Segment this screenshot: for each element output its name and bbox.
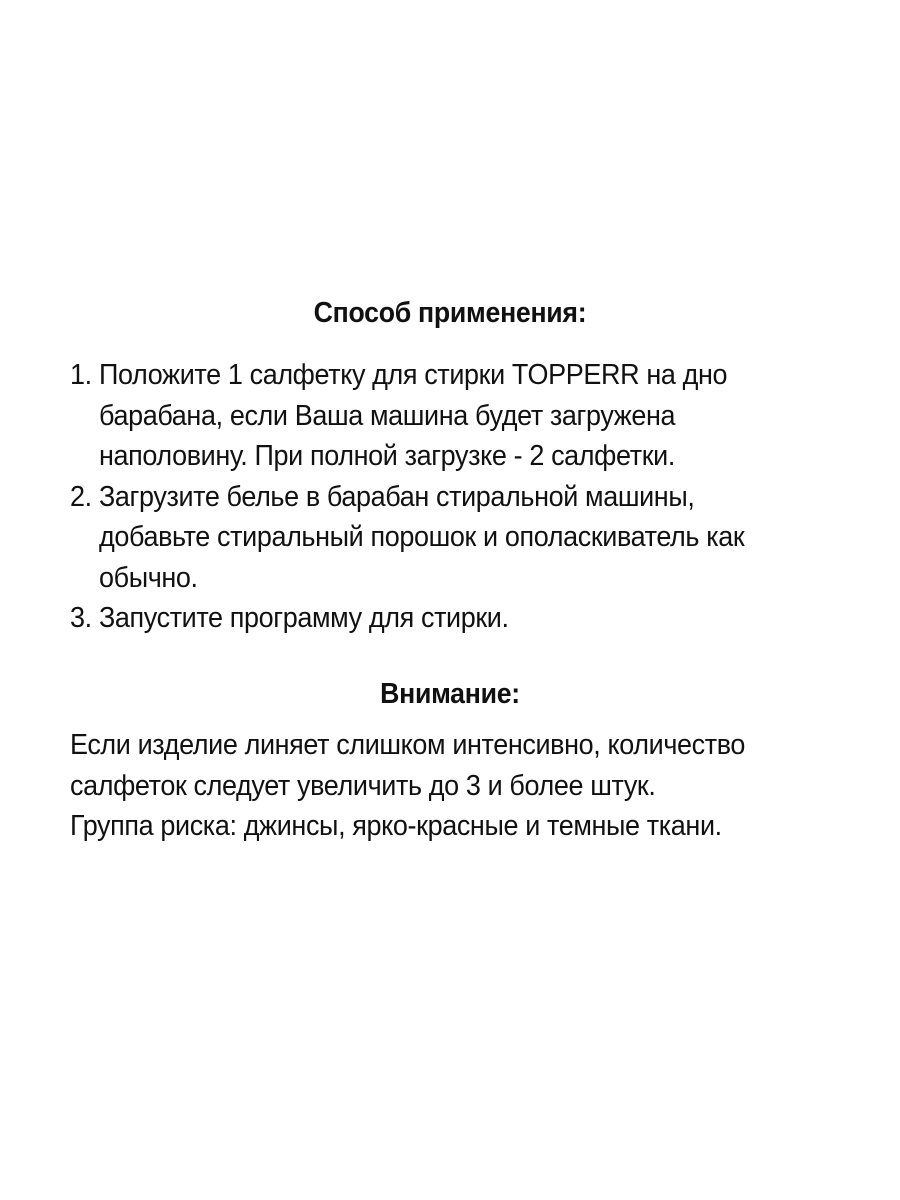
warning-title: Внимание: xyxy=(380,678,520,710)
step-line: добавьте стиральный порошок и ополаскиватель как xyxy=(99,521,745,553)
warning-line: салфеток следует увеличить до 3 и более штук. xyxy=(70,769,656,802)
warning-line: Группа риска: джинсы, ярко-красные и темные ткани. xyxy=(70,810,722,842)
step-line: Загрузите белье в барабан стиральной машины, xyxy=(99,480,695,513)
step-line: барабана, если Ваша машина будет загружена xyxy=(99,399,676,432)
step-item xyxy=(70,598,830,639)
usage-steps-list xyxy=(70,355,830,639)
step-line: наполовину. При полной загрузке - 2 салфетки. xyxy=(99,440,675,472)
step-number: 2. xyxy=(70,480,92,513)
step-number: 3. xyxy=(70,602,92,634)
step-text xyxy=(99,598,830,639)
step-number: 1. xyxy=(70,359,92,391)
step-text xyxy=(99,355,830,477)
warning-line: Если изделие линяет слишком интенсивно, количество xyxy=(70,729,746,761)
step-line: обычно. xyxy=(99,561,198,594)
step-line: Положите 1 салфетку для стирки TOPPERR на дно xyxy=(99,359,728,391)
step-item xyxy=(70,355,830,477)
step-text xyxy=(99,477,830,599)
usage-title: Способ применения: xyxy=(313,297,587,329)
step-line: Запустите программу для стирки. xyxy=(99,602,509,634)
step-item xyxy=(70,477,830,599)
warning-text xyxy=(70,725,850,847)
